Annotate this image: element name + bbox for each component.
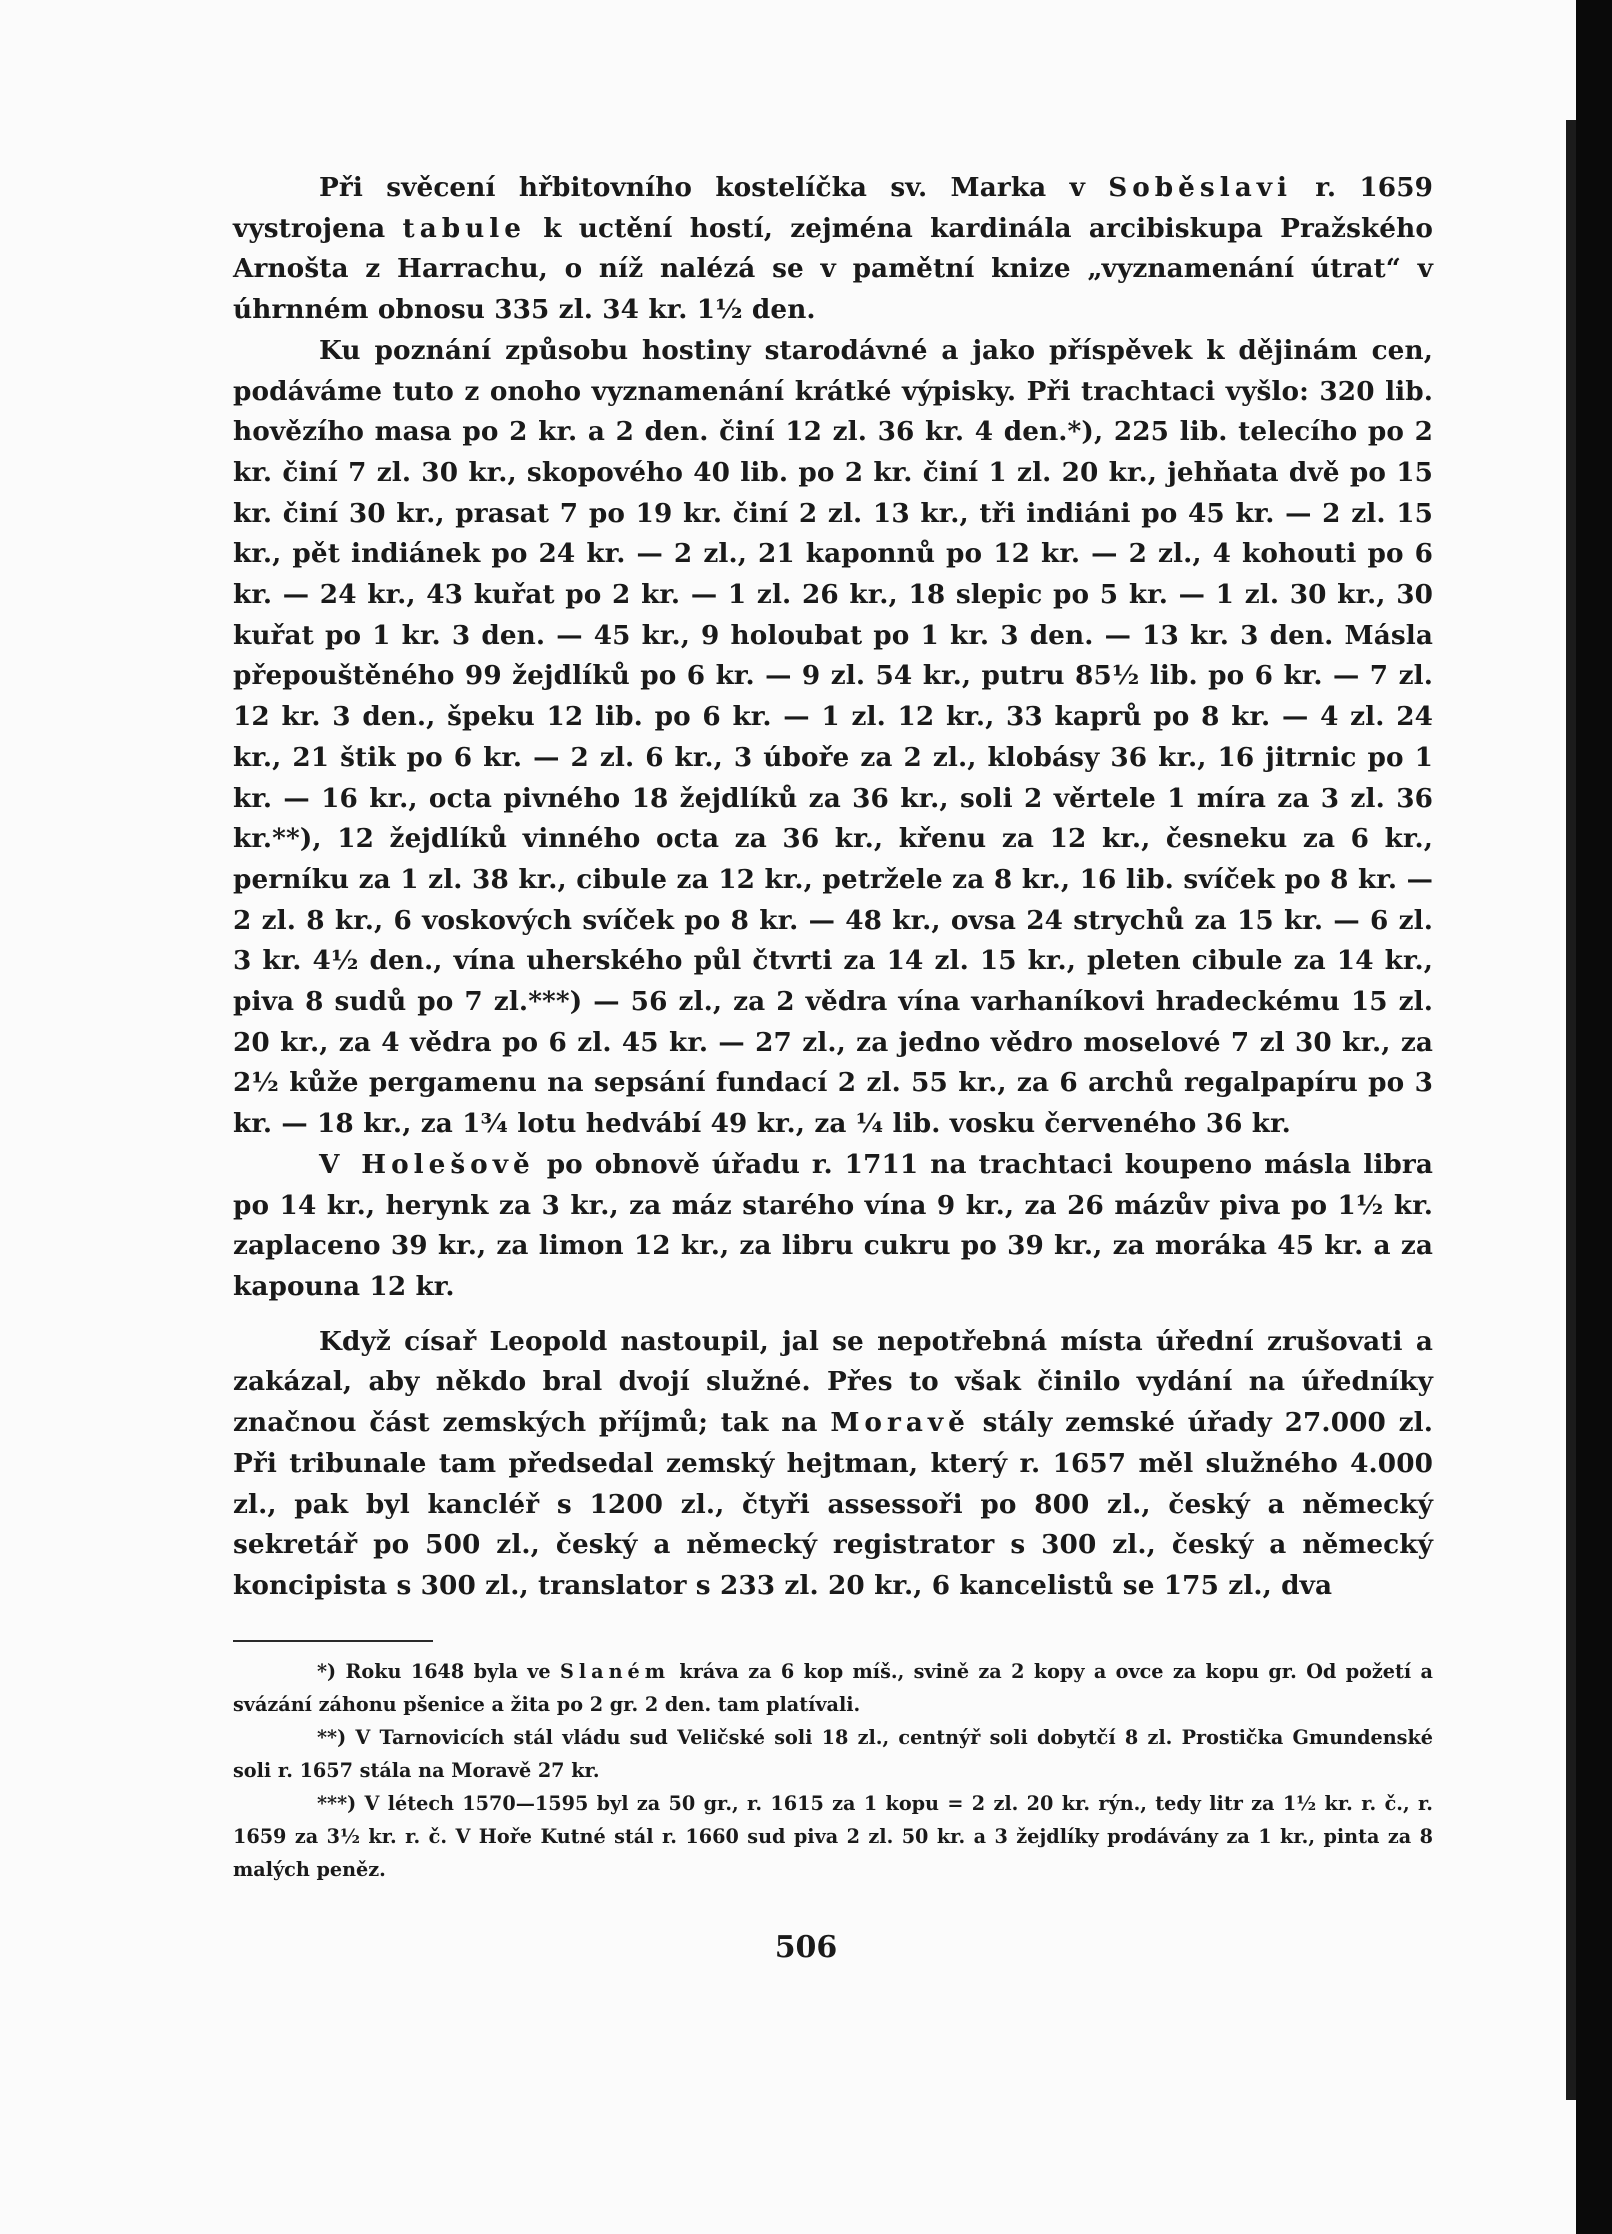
footnote-text: *) Roku 1648 byla ve <box>317 1660 560 1683</box>
paragraph-text: po obnově úřadu r. 1711 na trachtaci koupeno másla libra po 14 kr., herynk za 3 kr., za máz starého vína 9 kr., za 26 mázův piva po 1½ kr. zaplaceno 39 kr., za limon 12 kr., za libru cukru po 39 kr., za moráka 45 kr. a za kapouna 12 kr. <box>233 1148 1433 1302</box>
scan-edge-shadow <box>1576 0 1612 2234</box>
paragraph-text: k uctění hostí, zejména kardinála arcibiskupa Pražského Arnošta z Harrachu, o níž nalézá se v pamětní knize „vyznamenání útrat“ v úhrnném obnosu 335 zl. 34 kr. 1½ den. <box>233 212 1433 326</box>
footnote-text: kráva za 6 kop míš., svině za 2 kopy a ovce za kopu gr. Od požetí a svázání záhonu pšenice a žita po 2 gr. 2 den. tam platívali. <box>233 1660 1433 1716</box>
paragraph-sobeslav <box>233 168 1433 331</box>
spaced-place-name: Moravě <box>830 1407 970 1439</box>
footnote-3: ***) V létech 1570—1595 byl za 50 gr., r. 1615 za 1 kopu = 2 zl. 20 kr. rýn., tedy litr za 1½ kr. r. č., r. 1659 za 3½ kr. r. č. V Hoře Kutné stál r. 1660 sud piva 2 zl. 50 kr. a 3 žejdlíky prodávány za 1 kr., pinta za 8 malých peněz. <box>233 1792 1433 1881</box>
main-text <box>233 168 1433 1607</box>
footnote-rule <box>233 1640 433 1642</box>
paragraph-text: stály zemské úřady 27.000 zl. Při tribunale tam předsedal zemský hejtman, který r. 1657 měl služného 4.000 zl., pak byl kancléř s 1200 zl., čtyři assessoři po 800 zl., český a německý sekretář po 500 zl., český a německý registrator s 300 zl., český a německý koncipista s 300 zl., translator s 233 zl. 20 kr., 6 kancelistů se 175 zl., dva <box>233 1407 1434 1601</box>
section-gap <box>233 1308 1433 1322</box>
paragraph-text: Když císař Leopold nastoupil, jal se nepotřebná místa úřední zrušovati a zakázal, aby někdo bral dvojí služné. Přes to však činilo vydání na úředníky značnou část zemských příjmů; tak na <box>233 1325 1433 1439</box>
paragraph-holesov <box>233 1145 1433 1308</box>
spaced-place-name: Slaném <box>560 1660 671 1683</box>
spaced-word: tabule <box>402 212 526 244</box>
paragraph-text: r. 1659 vystrojena <box>233 172 1433 244</box>
spaced-place-name: V Holešově <box>319 1148 535 1180</box>
footnote-2: **) V Tarnovicích stál vládu sud Veličské soli 18 zl., centnýř soli dobytčí 8 zl. Prostička Gmundenské soli r. 1657 stála na Moravě 27 kr. <box>233 1726 1433 1782</box>
footnotes <box>233 1655 1433 1886</box>
paragraph-prices: Ku poznání způsobu hostiny starodávné a jako příspěvek k dějinám cen, podáváme tuto z onoho vyznamenání krátké výpisky. Při trachtaci vyšlo: 320 lib. hovězího masa po 2 kr. a 2 den. činí 12 zl. 36 kr. 4 den.*), 225 lib. telecího po 2 kr. činí 7 zl. 30 kr., skopového 40 lib. po 2 kr. činí 1 zl. 20 kr., jehňata dvě po 15 kr. činí 30 kr., prasat 7 po 19 kr. činí 2 zl. 13 kr., tři indiáni po 45 kr. — 2 zl. 15 kr., pět indiánek po 24 kr. — 2 zl., 21 kaponnů po 12 kr. — 2 zl., 4 kohouti po 6 kr. — 24 kr., 43 kuřat po 2 kr. — 1 zl. 26 kr., 18 slepic po 5 kr. — 1 zl. 30 kr., 30 kuřat po 1 kr. 3 den. — 45 kr., 9 holoubat po 1 kr. 3 den. — 13 kr. 3 den. Másla přepouštěného 99 žejdlíků po 6 kr. — 9 zl. 54 kr., putru 85½ lib. po 6 kr. — 7 zl. 12 kr. 3 den., špeku 12 lib. po 6 kr. — 1 zl. 12 kr., 33 kaprů po 8 kr. — 4 zl. 24 kr., 21 štik po 6 kr. — 2 zl. 6 kr., 3 úboře za 2 zl., klobásy 36 kr., 16 jitrnic po 1 kr. — 16 kr., octa pivného 18 žejdlíků za 36 kr., soli 2 věrtele 1 míra za 3 zl. 36 kr.**), 12 žejdlíků vinného octa za 36 kr., křenu za 12 kr., česneku za 6 kr., perníku za 1 zl. 38 kr., cibule za 12 kr., petržele za 8 kr., 16 lib. svíček po 8 kr. — 2 zl. 8 kr., 6 voskových svíček po 8 kr. — 48 kr., ovsa 24 strychů za 15 kr. — 6 zl. 3 kr. 4½ den., vína uherského půl čtvrti za 14 zl. 15 kr., pleten cibule za 14 kr., piva 8 sudů po 7 zl.***) — 56 zl., za 2 vědra vína varhaníkovi hradeckému 15 zl. 20 kr., za 4 vědra po 6 zl. 45 kr. — 27 zl., za jedno vědro moselové 7 zl 30 kr., za 2½ kůže pergamenu na sepsání fundací 2 zl. 55 kr., za 6 archů regalpapíru po 3 kr. — 18 kr., za 1¾ lotu hedvábí 49 kr., za ¼ lib. vosku červeného 36 kr. <box>233 334 1433 1140</box>
paragraph-leopold <box>233 1322 1433 1607</box>
spaced-place-name: Soběslavi <box>1108 172 1293 203</box>
page-number: 506 <box>774 1930 838 1965</box>
scan-binding-strip <box>1566 120 1576 2100</box>
paragraph-text: Při svěcení hřbitovního kostelíčka sv. Marka v <box>319 172 1109 203</box>
footnote-1 <box>233 1655 1433 1721</box>
